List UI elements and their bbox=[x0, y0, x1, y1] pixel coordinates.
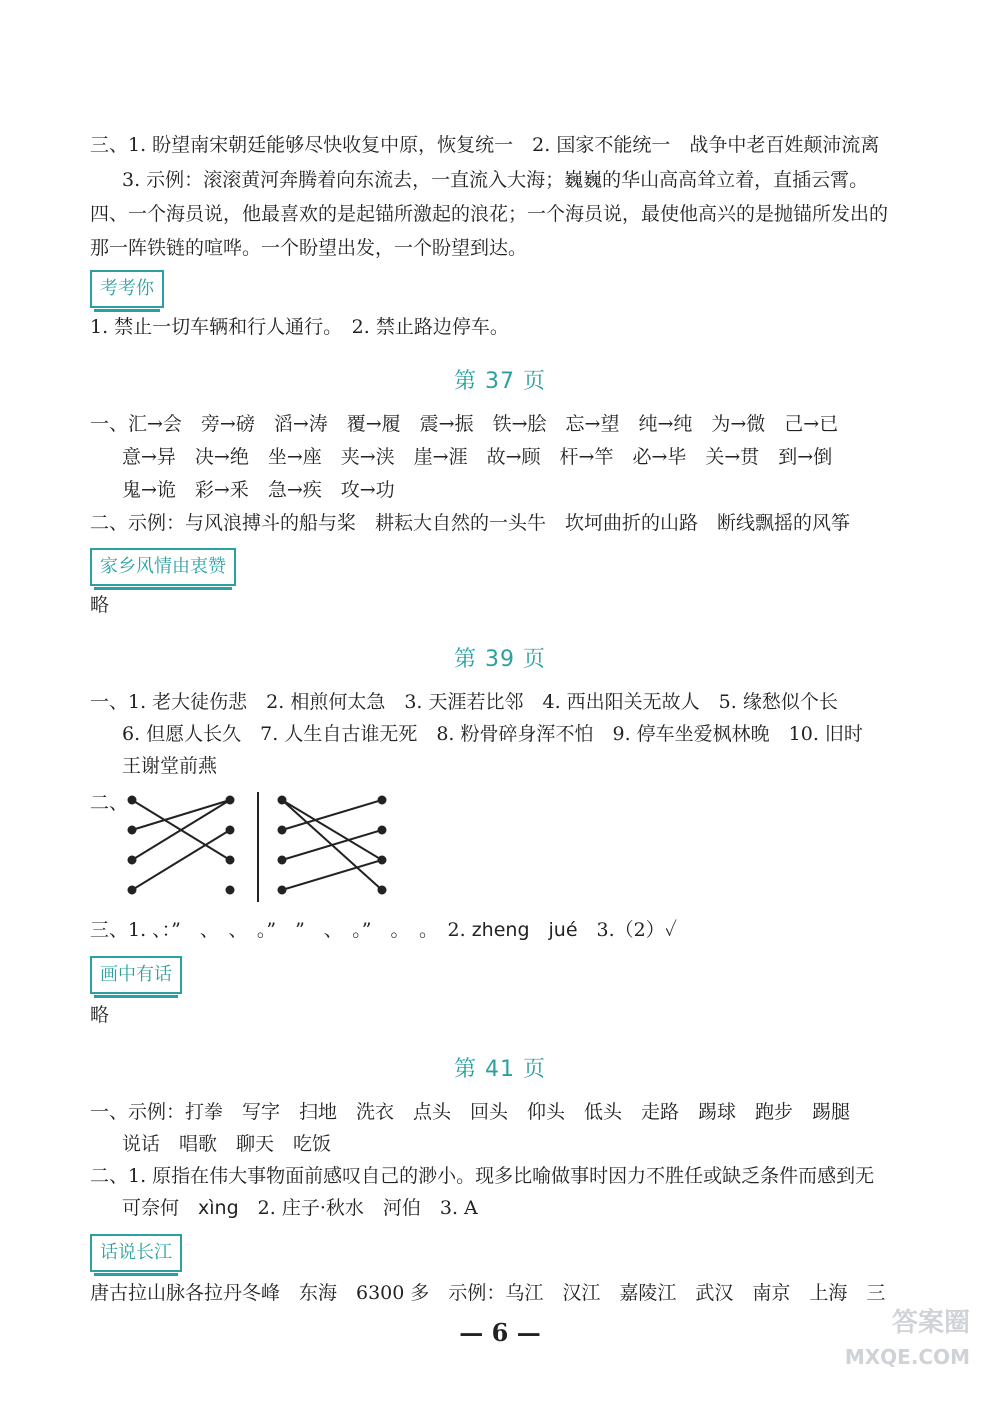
pinyin-text: zheng jué bbox=[471, 919, 578, 941]
section-label-huazhongyouhua: 画中有话 bbox=[90, 956, 182, 994]
answer-text: 2. 庄子·秋水 河伯 3. A bbox=[238, 1197, 478, 1219]
matching-diagram bbox=[120, 790, 400, 910]
answer-line: 二、 bbox=[90, 792, 129, 814]
watermark-line: 答案圈 bbox=[891, 1308, 970, 1338]
answer-line: 3. 示例：滚滚黄河奔腾着向东流去，一直流入大海；巍巍的华山高高耸立着，直插云霄。 bbox=[122, 169, 869, 191]
answer-line: 一、1. 老大徒伤悲 2. 相煎何太急 3. 天涯若比邻 4. 西出阳关无故人 5. 缘愁似个长 bbox=[90, 691, 838, 713]
answer-line: 三、1. 盼望南宋朝廷能够尽快收复中原，恢复统一 2. 国家不能统一 战争中老百姓颠沛流离 bbox=[90, 134, 880, 156]
section-label-kaokaoni: 考考你 bbox=[90, 270, 164, 308]
page-heading-37: 第 37 页 bbox=[454, 369, 546, 394]
answer-text: 3.（2）✓ bbox=[577, 919, 678, 941]
answer-text: 可奈何 bbox=[122, 1197, 199, 1219]
answer-text: 三、1. 、：” 、 、 。” ” 、 。” 。 。 2. bbox=[90, 919, 472, 941]
answer-line: 鬼→诡 彩→釆 急→疾 攻→功 bbox=[122, 479, 395, 501]
answer-line: 略 bbox=[90, 594, 110, 616]
answer-line: 四、一个海员说，他最喜欢的是起锚所激起的浪花；一个海员说，最使他高兴的是抛锚所发出的 bbox=[90, 203, 889, 225]
answer-line: 6. 但愿人长久 7. 人生自古谁无死 8. 粉骨碎身浑不怕 9. 停车坐爱枫林晚 10. 旧时 bbox=[122, 723, 863, 745]
answer-line: 一、汇→会 旁→磅 滔→涛 覆→履 震→振 铁→脍 忘→望 纯→纯 为→微 己→已 bbox=[90, 413, 839, 435]
answer-line: 王谢堂前燕 bbox=[122, 755, 218, 777]
section-label-hometown: 家乡风情由衷赞 bbox=[90, 548, 236, 586]
answer-line: 那一阵铁链的喧哗。一个盼望出发，一个盼望到达。 bbox=[90, 237, 528, 259]
answer-line: 意→异 决→绝 坐→座 夹→浃 崖→涯 故→顾 杆→竿 必→毕 关→贯 到→倒 bbox=[122, 446, 833, 468]
answer-line: 二、示例：与风浪搏斗的船与桨 耕耘大自然的一头牛 坎坷曲折的山路 断线飘摇的风筝 bbox=[90, 512, 851, 534]
answer-line bbox=[90, 917, 677, 943]
watermark-line: MXQE.COM bbox=[844, 1345, 970, 1369]
answer-line bbox=[122, 1195, 478, 1221]
watermark bbox=[845, 1306, 970, 1374]
answer-line: 一、示例：打拳 写字 扫地 洗衣 点头 回头 仰头 低头 走路 踢球 跑步 踢腿 bbox=[90, 1101, 851, 1123]
page-number: — 6 — bbox=[459, 1318, 541, 1347]
answer-line: 说话 唱歌 聊天 吃饭 bbox=[122, 1133, 332, 1155]
page-heading-41: 第 41 页 bbox=[454, 1057, 546, 1082]
answer-line: 略 bbox=[90, 1004, 110, 1026]
section-label-changjiang: 话说长江 bbox=[90, 1234, 182, 1272]
page-heading-39: 第 39 页 bbox=[454, 647, 546, 672]
answer-line: 二、1. 原指在伟大事物面前感叹自己的渺小。现多比喻做事时因力不胜任或缺乏条件而感到无 bbox=[90, 1165, 875, 1187]
answer-line: 唐古拉山脉各拉丹冬峰 东海 6300 多 示例：乌江 汉江 嘉陵江 武汉 南京 上海 三 bbox=[90, 1282, 886, 1304]
answer-line: 1. 禁止一切车辆和行人通行。 2. 禁止路边停车。 bbox=[90, 316, 509, 338]
pinyin-text: xìng bbox=[198, 1197, 239, 1219]
